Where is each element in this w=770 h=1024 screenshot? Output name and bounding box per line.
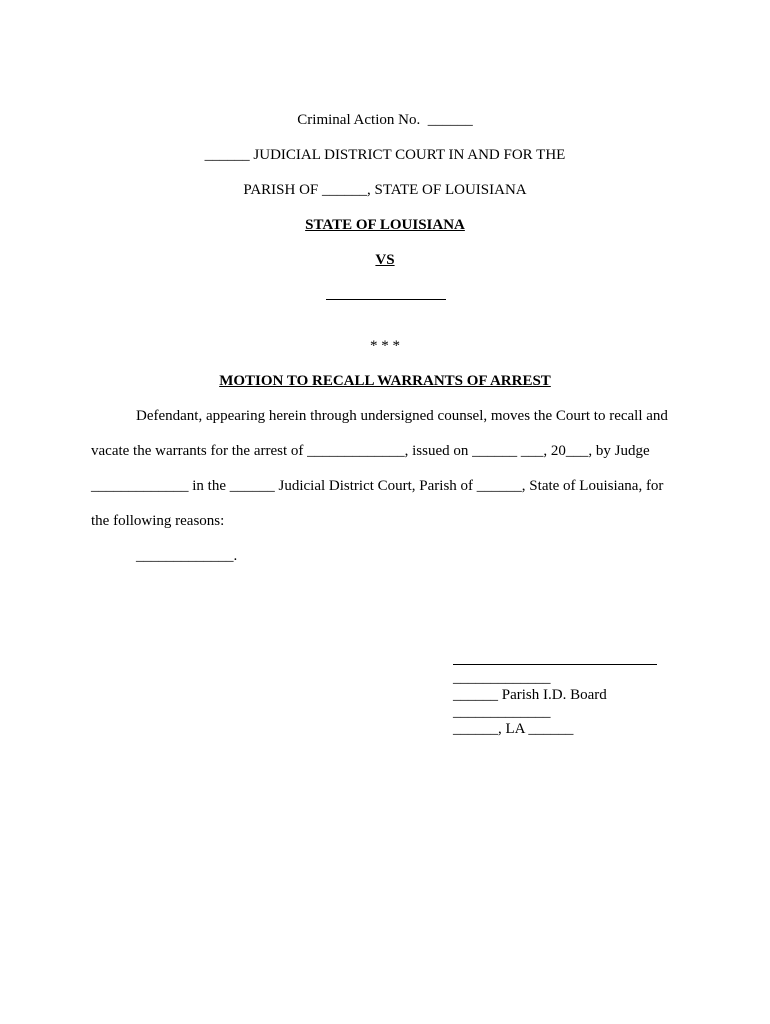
signature-city-state: ______, LA ______ [453, 721, 574, 737]
signature-name-blank: _____________ [453, 670, 551, 686]
versus-label: VS [375, 252, 395, 268]
body-line-3: _____________ in the ______ Judicial District Court, Parish of ______, State of Louisiana, for [91, 478, 664, 494]
body-line-1: Defendant, appearing herein through undersigned counsel, moves the Court to recall and [136, 408, 668, 424]
section-stars: * * * [370, 338, 400, 354]
court-line: ______ JUDICIAL DISTRICT COURT IN AND FOR THE [204, 147, 566, 163]
body-line-2: vacate the warrants for the arrest of _____________, issued on ______ ___, 20___, by Judge [91, 443, 650, 459]
plaintiff-name: STATE OF LOUISIANA [305, 217, 465, 233]
motion-title: MOTION TO RECALL WARRANTS OF ARREST [219, 373, 551, 389]
criminal-action-number: Criminal Action No. ______ [297, 112, 473, 128]
defendant-name-rule [326, 299, 446, 300]
parish-line: PARISH OF ______, STATE OF LOUISIANA [243, 182, 527, 198]
signature-address-blank: _____________ [453, 704, 551, 720]
signature-board: ______ Parish I.D. Board [453, 687, 607, 703]
body-line-4: the following reasons: [91, 513, 225, 529]
signature-rule [453, 664, 657, 665]
reasons-blank: _____________. [136, 548, 238, 564]
